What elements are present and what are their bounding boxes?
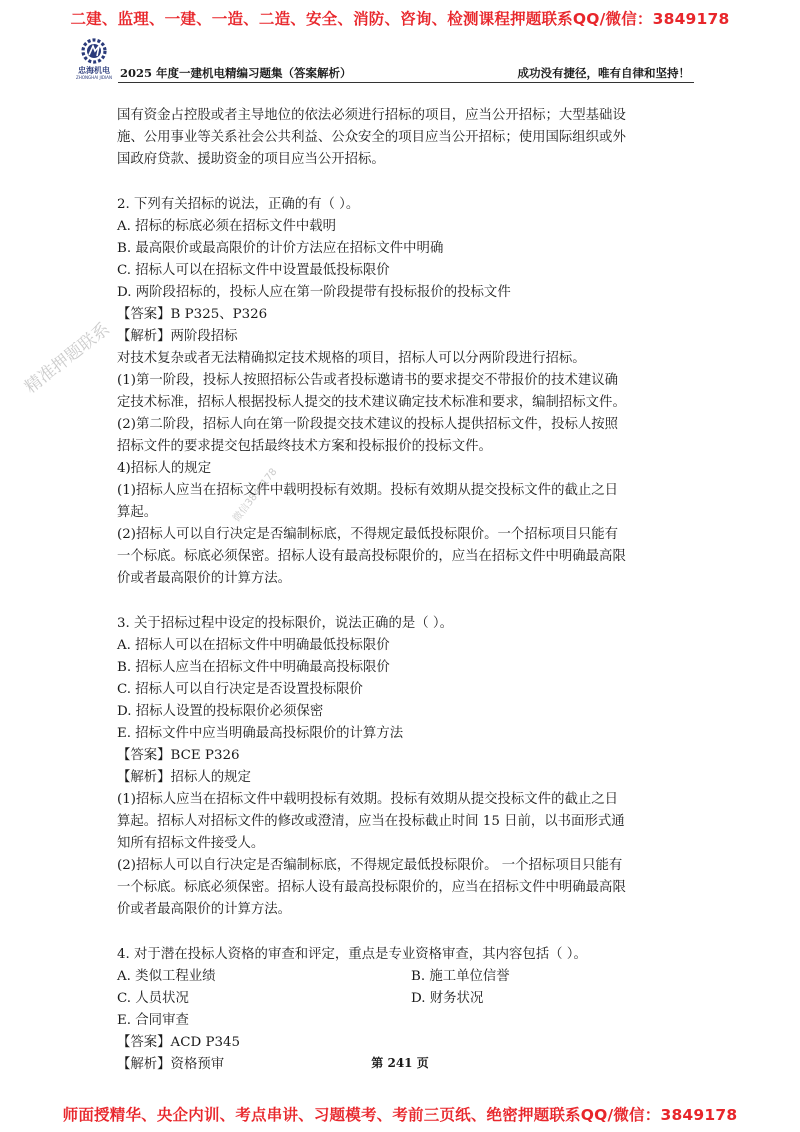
logo (74, 38, 114, 81)
header-divider (118, 82, 694, 83)
text-line: B. 最高限价或最高限价的计价方法应在招标文件中明确 (117, 241, 444, 256)
text-line: D. 两阶段招标的，投标人应在第一阶段提带有投标报价的投标文件 (117, 285, 511, 300)
text-line: A. 招标的标底必须在招标文件中载明 (117, 219, 337, 234)
option-text: B. 施工单位信誉 (411, 969, 510, 984)
text-line: 定技术标准，招标人根据投标人提交的技术建议确定技术标准和要求，编制招标文件。 (117, 395, 626, 410)
logo-subtitle: ZHONGHAI JIDIAN (76, 76, 112, 81)
top-banner: 二建、监理、一建、一造、二造、安全、消防、咨询、检测课程押题联系QQ/微信：3849178 (70, 10, 730, 28)
text-line: 国政府贷款、援助资金的项目应当公开招标。 (117, 152, 385, 167)
page-content (117, 105, 697, 1076)
text-line: A. 招标人可以在招标文件中明确最低投标限价 (117, 638, 390, 653)
page-header (74, 38, 694, 82)
header-motto: 成功没有捷径，唯有自律和坚持！ (517, 66, 690, 80)
watermark-text: 微信3849178 (231, 466, 280, 525)
document-title: 2025 年度一建机电精编习题集（答案解析） (120, 66, 352, 80)
option-text: C. 人员状况 (117, 991, 189, 1006)
logo-name: 忠海机电 (78, 66, 110, 75)
question-2 (117, 194, 697, 590)
text-line: (1)第一阶段，投标人按照招标公告或者投标邀请书的要求提交不带报价的技术建议确 (117, 373, 619, 388)
text-line: 算起。 (117, 505, 158, 520)
question-stem: 4. 对于潜在投标人资格的审查和评定，重点是专业资格审查，其内容包括（ ）。 (117, 947, 587, 962)
option-grid (117, 966, 697, 1032)
intro-paragraph (117, 105, 697, 171)
text-line: (2)招标人可以自行决定是否编制标底，不得规定最低投标限价。一个招标项目只能有 (117, 527, 619, 542)
answer-line: 【答案】ACD P345 (117, 1035, 241, 1050)
watermark-text: 精准押题联系 (21, 319, 114, 398)
option-text: A. 类似工程业绩 (117, 969, 216, 984)
text-line: 【解析】两阶段招标 (117, 329, 238, 344)
spacer (117, 590, 697, 613)
text-line: 一个标底。标底必须保密。招标人设有最高投标限价的，应当在招标文件中明确最高限 (117, 549, 626, 564)
option-text: E. 合同审查 (117, 1013, 189, 1028)
text-line: C. 招标人可以在招标文件中设置最低投标限价 (117, 263, 390, 278)
text-line: 知所有招标文件接受人。 (117, 836, 265, 851)
text-line: (2)第二阶段，招标人向在第一阶段提交技术建议的投标人提供招标文件，投标人按照 (117, 417, 619, 432)
text-line: 价或者最高限价的计算方法。 (117, 902, 292, 917)
text-line: (1)招标人应当在招标文件中载明投标有效期。投标有效期从提交投标文件的截止之日 (117, 792, 619, 807)
text-line: 施、公用事业等关系社会公共利益、公众安全的项目应当公开招标；使用国际组织或外 (117, 130, 626, 145)
option-row (117, 966, 697, 988)
page-number: 第 241 页 (371, 1056, 429, 1070)
text-line: 对技术复杂或者无法精确拟定技术规格的项目，招标人可以分两阶段进行招标。 (117, 351, 586, 366)
text-line: E. 招标文件中应当明确最高投标限价的计算方法 (117, 726, 404, 741)
option-text: D. 财务状况 (411, 991, 484, 1006)
text-line: D. 招标人设置的投标限价必须保密 (117, 704, 324, 719)
text-line: (1)招标人应当在招标文件中载明投标有效期。投标有效期从提交投标文件的截止之日 (117, 483, 619, 498)
question-3 (117, 613, 697, 921)
text-line: 2. 下列有关招标的说法，正确的有（ ）。 (117, 197, 360, 212)
option-row (117, 988, 697, 1010)
text-line: 【解析】招标人的规定 (117, 770, 251, 785)
text-line: C. 招标人可以自行决定是否设置投标限价 (117, 682, 363, 697)
text-line: 价或者最高限价的计算方法。 (117, 571, 292, 586)
bottom-banner: 师面授精华、央企内训、考点串讲、习题模考、考前三页纸、绝密押题联系QQ/微信：3849178 (62, 1106, 738, 1124)
text-line: 一个标底。标底必须保密。招标人设有最高投标限价的，应当在招标文件中明确最高限 (117, 880, 626, 895)
text-line: 招标文件的要求提交包括最终技术方案和投标报价的投标文件。 (117, 439, 492, 454)
analysis-line: 【解析】资格预审 (117, 1057, 225, 1072)
option-row (117, 1010, 697, 1032)
text-line: 【答案】B P325、P326 (117, 307, 268, 322)
text-line: (2)招标人可以自行决定是否编制标底，不得规定最低投标限价。 一个招标项目只能有 (117, 858, 623, 873)
text-line: 国有资金占控股或者主导地位的依法必须进行招标的项目，应当公开招标；大型基础设 (117, 108, 626, 123)
spacer (117, 171, 697, 194)
text-line: 【答案】BCE P326 (117, 748, 240, 763)
gear-logo-icon (77, 38, 111, 64)
text-line: 3. 关于招标过程中设定的投标限价，说法正确的是（ ）。 (117, 616, 453, 631)
text-line: 算起。招标人对招标文件的修改或澄清，应当在投标截止时间 15 日前，以书面形式通 (117, 814, 625, 829)
text-line: 4)招标人的规定 (117, 461, 212, 476)
text-line: B. 招标人应当在招标文件中明确最高投标限价 (117, 660, 390, 675)
spacer (117, 921, 697, 944)
